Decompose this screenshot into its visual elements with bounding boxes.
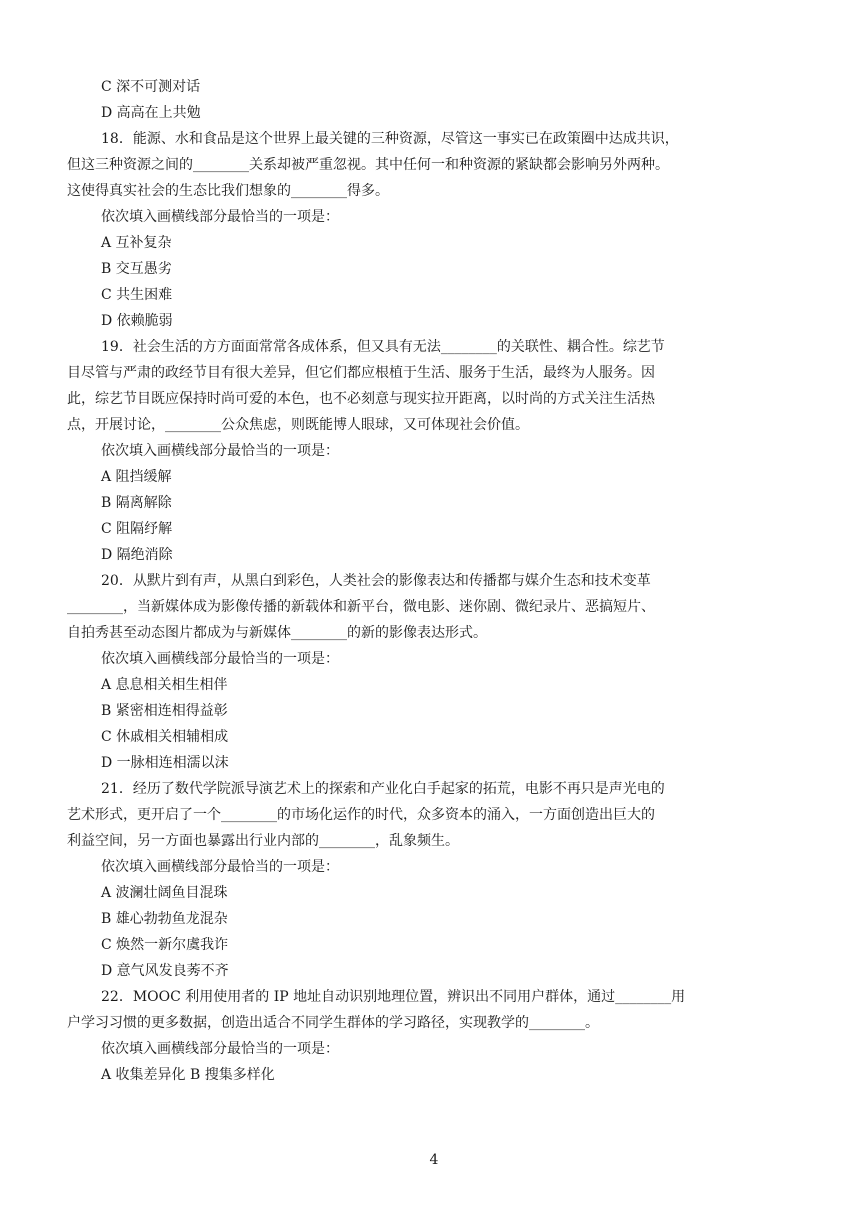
option-18-c: C 共生困难 <box>101 287 173 303</box>
question-21-line-1: 21．经历了数代学院派导演艺术上的探索和产业化白手起家的拓荒，电影不再只是声光电的 <box>101 781 665 797</box>
option-19-d: D 隔绝消除 <box>101 547 173 563</box>
document-content <box>67 74 723 1088</box>
option-19-b: B 隔离解除 <box>101 495 172 511</box>
question-19-instruction: 依次填入画横线部分最恰当的一项是： <box>101 443 339 459</box>
question-22-line-2: 户学习习惯的更多数据，创造出适合不同学生群体的学习路径，实现教学的________。 <box>67 1015 599 1031</box>
question-21-instruction: 依次填入画横线部分最恰当的一项是： <box>101 859 339 875</box>
question-20-line-1: 20．从默片到有声，从黑白到彩色，人类社会的影像表达和传播都与媒介生态和技术变革 <box>101 573 651 589</box>
option-20-d: D 一脉相连相濡以沫 <box>101 755 229 771</box>
question-21-line-2: 艺术形式，更开启了一个________的市场化运作的时代，众多资本的涌入，一方面创造出巨大的 <box>67 807 655 823</box>
question-22 <box>67 984 723 1088</box>
question-20 <box>67 568 723 776</box>
option-20-a: A 息息相关相生相伴 <box>101 677 228 693</box>
question-19-line-4: 点，开展讨论，________公众焦虑，则既能博人眼球，又可体现社会价值。 <box>67 417 529 433</box>
question-21-line-3: 利益空间，另一方面也暴露出行业内部的________，乱象频生。 <box>67 833 459 849</box>
option-18-d: D 依赖脆弱 <box>101 313 173 329</box>
option-21-c: C 焕然一新尔虞我诈 <box>101 937 229 953</box>
option-20-c: C 休戚相关相辅相成 <box>101 729 229 745</box>
question-18 <box>67 126 723 334</box>
question-20-line-2: ________，当新媒体成为影像传播的新载体和新平台，微电影、迷你剧、微纪录片、恶搞短片、 <box>67 599 655 615</box>
option-19-a: A 阻挡缓解 <box>101 469 172 485</box>
option-17-c: C 深不可测对话 <box>101 79 201 95</box>
question-18-instruction: 依次填入画横线部分最恰当的一项是： <box>101 209 339 225</box>
question-22-instruction: 依次填入画横线部分最恰当的一项是： <box>101 1041 339 1057</box>
option-21-d: D 意气风发良莠不齐 <box>101 963 229 979</box>
option-19-c: C 阻隔纾解 <box>101 521 173 537</box>
question-19-line-2: 目尽管与严肃的政经节目有很大差异，但它们都应根植于生活、服务于生活，最终为人服务。因 <box>67 365 655 381</box>
option-21-a: A 波澜壮阔鱼目混珠 <box>101 885 228 901</box>
question-20-instruction: 依次填入画横线部分最恰当的一项是： <box>101 651 339 667</box>
question-20-line-3: 自拍秀甚至动态图片都成为与新媒体________的新的影像表达形式。 <box>67 625 487 641</box>
option-18-a: A 互补复杂 <box>101 235 172 251</box>
question-19-line-3: 此，综艺节目既应保持时尚可爱的本色，也不必刻意与现实拉开距离，以时尚的方式关注生活热 <box>67 391 655 407</box>
question-18-line-1: 18．能源、水和食品是这个世界上最关键的三种资源，尽管这一事实已在政策圈中达成共识， <box>101 131 679 147</box>
question-19-line-1: 19．社会生活的方方面面常常各成体系，但又具有无法________的关联性、耦合性。综艺节 <box>101 339 665 355</box>
option-21-b: B 雄心勃勃鱼龙混杂 <box>101 911 228 927</box>
question-19 <box>67 334 723 568</box>
option-17-d: D 高高在上共勉 <box>101 105 201 121</box>
question-18-line-3: 这使得真实社会的生态比我们想象的________得多。 <box>67 183 389 199</box>
question-21 <box>67 776 723 984</box>
question-18-line-2: 但这三种资源之间的________关系却被严重忽视。其中任何一和种资源的紧缺都会影响另外两种。 <box>67 157 669 173</box>
question-22-line-1: 22．MOOC 利用使用者的 IP 地址自动识别地理位置，辨识出不同用户群体，通过________用 <box>101 989 686 1005</box>
option-22-ab: A 收集差异化 B 搜集多样化 <box>101 1067 275 1083</box>
page-number: 4 <box>429 1152 439 1168</box>
option-18-b: B 交互愚劣 <box>101 261 172 277</box>
option-20-b: B 紧密相连相得益彰 <box>101 703 228 719</box>
